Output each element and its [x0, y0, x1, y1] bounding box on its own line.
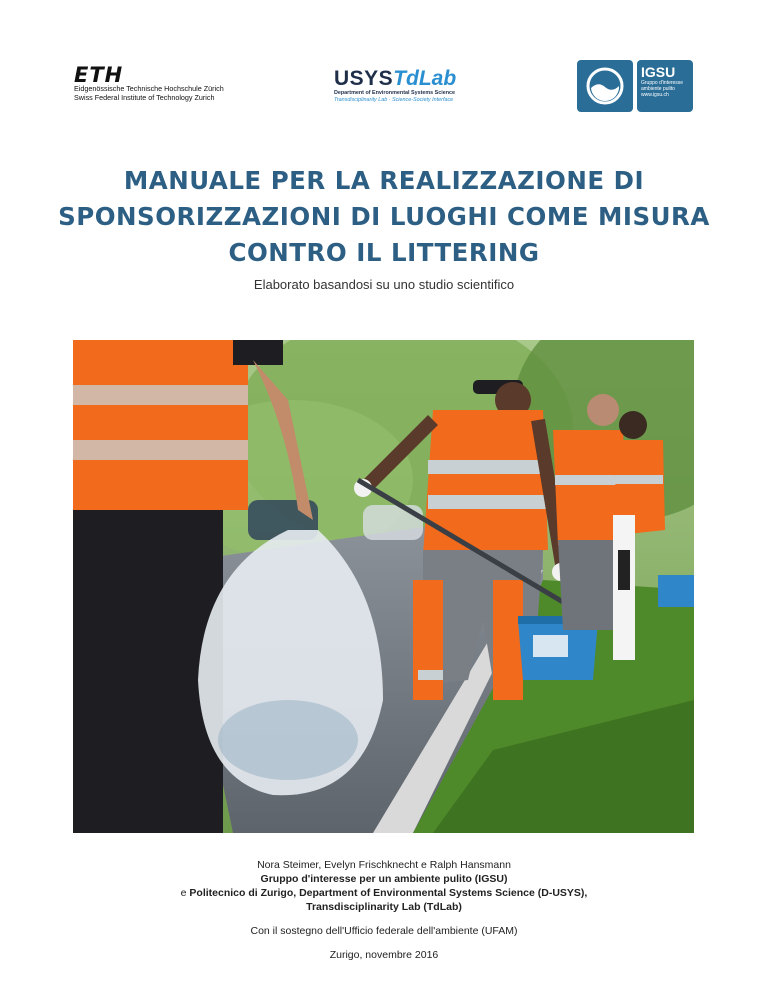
eth-logo-line-en: Swiss Federal Institute of Technology Zurich	[74, 93, 215, 102]
igsu-logo	[577, 60, 693, 112]
igsu-subline-2: ambiente pulito	[641, 86, 675, 92]
igsu-website: www.igsu.ch	[641, 92, 669, 98]
usys-tagline: Transdisciplinarity Lab · Science-Society Interface	[334, 97, 454, 103]
title-line-2: SPONSORIZZAZIONI DI LUOGHI COME MISURA	[58, 202, 710, 231]
authors-line: Nora Steimer, Evelyn Frischknecht e Ralph Hansmann	[257, 859, 511, 871]
credits-block	[0, 858, 768, 962]
eth-logo-line-de: Eidgenössische Technische Hochschule Zürich	[74, 84, 224, 93]
credits-spacer-2	[0, 938, 768, 948]
usys-tdlab-wordmark	[334, 68, 484, 90]
usys-department-line: Department of Environmental Systems Science	[334, 90, 456, 96]
igsu-subline-1: Gruppo d'interesse	[641, 80, 684, 86]
document-subtitle: Elaborato basandosi su uno studio scientifico	[253, 277, 515, 292]
igsu-name: IGSU	[641, 64, 676, 80]
eth-org-prefix: e	[180, 887, 190, 899]
tdlab-org-line: Transdisciplinarity Lab (TdLab)	[306, 901, 462, 913]
igsu-emblem-icon	[577, 60, 633, 112]
cover-photo	[73, 340, 694, 833]
eth-logo	[74, 63, 244, 102]
eth-org-line	[0, 886, 768, 900]
place-date-line: Zurigo, novembre 2016	[329, 949, 439, 961]
credits-spacer	[0, 914, 768, 924]
title-line-1: MANUALE PER LA REALIZZAZIONE DI	[123, 166, 645, 195]
eth-org-name: Politecnico di Zurigo, Department of Environmental Systems Science (D-USYS),	[189, 887, 588, 899]
usys-wordmark: USYS	[334, 67, 394, 90]
document-title	[40, 163, 728, 271]
igsu-org-line: Gruppo d'interesse per un ambiente pulito (IGSU)	[260, 873, 508, 885]
tdlab-wordmark: TdLab	[393, 67, 457, 90]
support-line: Con il sostegno dell'Ufficio federale dell'ambiente (UFAM)	[250, 925, 518, 937]
usys-tdlab-logo	[334, 68, 484, 104]
eth-logo-mark: ETH	[74, 63, 124, 87]
title-line-3: CONTRO IL LITTERING	[228, 238, 540, 267]
igsu-text-block	[637, 60, 693, 112]
